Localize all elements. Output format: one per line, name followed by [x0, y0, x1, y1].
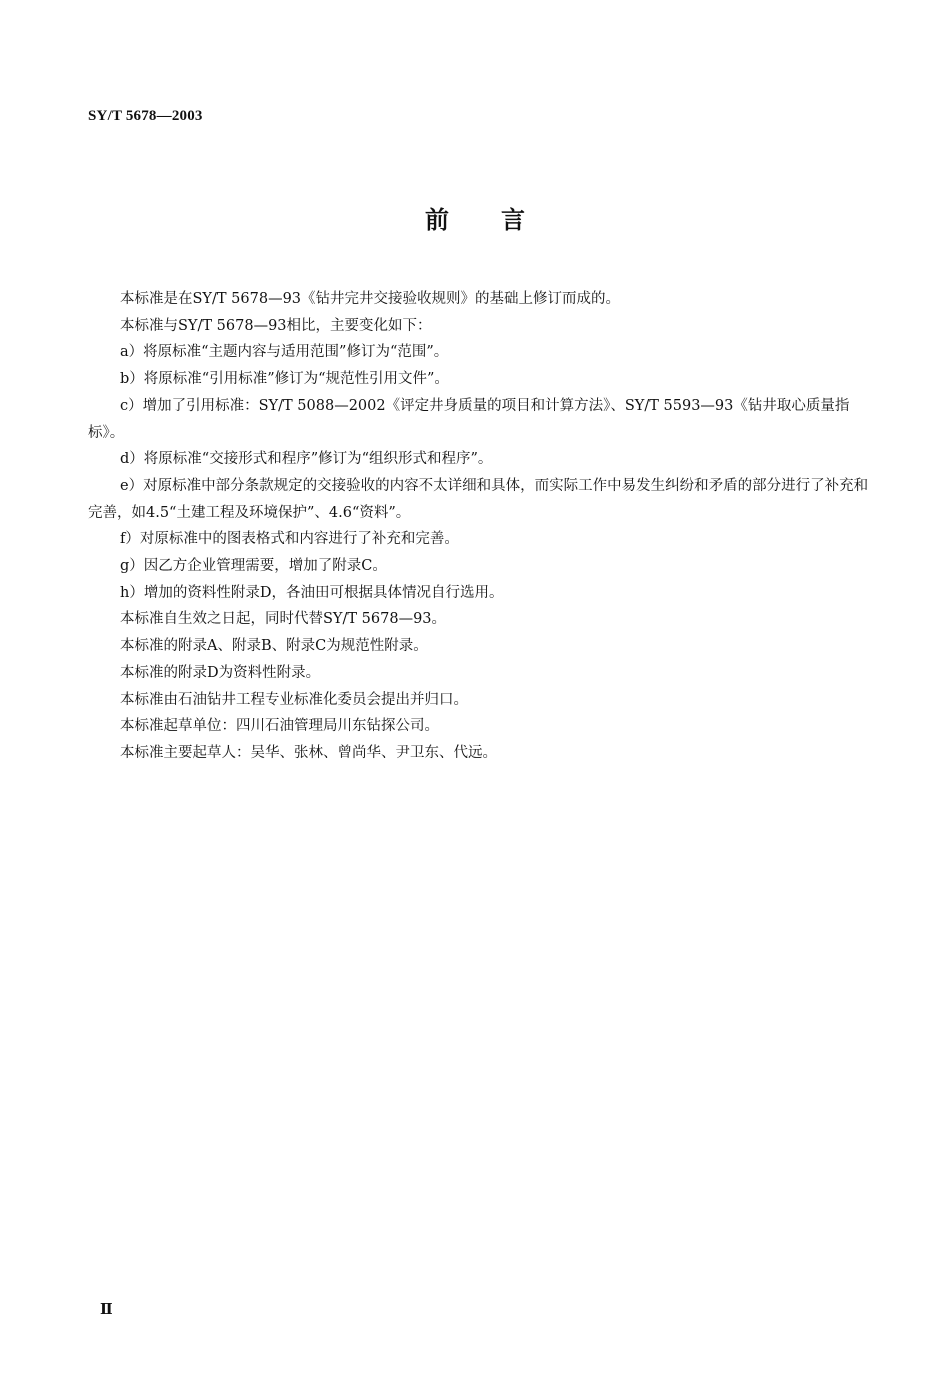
- list-item-g: g）因乙方企业管理需要，增加了附录C。: [120, 558, 387, 575]
- paragraph: 本标准主要起草人：吴华、张林、曾尚华、尹卫东、代远。: [120, 744, 497, 761]
- paragraph: 本标准是在SY/T 5678—93《钻井完井交接验收规则》的基础上修订而成的。: [120, 291, 621, 307]
- list-item-f: f）对原标准中的图表格式和内容进行了补充和完善。: [120, 531, 459, 548]
- paragraph: 本标准的附录A、附录B、附录C为规范性附录。: [120, 638, 428, 655]
- paragraph: 本标准的附录D为资料性附录。: [120, 664, 321, 681]
- page-number: Ⅱ: [100, 1302, 113, 1318]
- standard-code: SY/T 5678—2003: [88, 108, 203, 124]
- list-item-c: c）增加了引用标准：SY/T 5088—2002《评定井身质量的项目和计算方法》、SY/T 5593—93《钻井取心质量指标》。: [88, 397, 850, 441]
- list-item-d: d）将原标准“交接形式和程序”修订为“组织形式和程序”。: [120, 451, 493, 468]
- page-title: 前言: [425, 206, 577, 234]
- list-item-e: e）对原标准中部分条款规定的交接验收的内容不太详细和具体，而实际工作中易发生纠纷和矛盾的部分进行了补充和完善，如4.5“土建工程及环境保护”、4.6“资料”。: [88, 477, 869, 521]
- paragraph: 本标准起草单位：四川石油管理局川东钻探公司。: [120, 718, 439, 735]
- list-item-a: a）将原标准“主题内容与适用范围”修订为“范围”。: [120, 344, 449, 361]
- paragraph: 本标准自生效之日起，同时代替SY/T 5678—93。: [120, 611, 447, 628]
- list-item-h: h）增加的资料性附录D，各油田可根据具体情况自行选用。: [120, 584, 504, 601]
- preface-body: [88, 286, 878, 767]
- paragraph: 本标准由石油钻井工程专业标准化委员会提出并归口。: [120, 691, 468, 708]
- paragraph: 本标准与SY/T 5678—93相比，主要变化如下：: [120, 317, 432, 334]
- list-item-b: b）将原标准“引用标准”修订为“规范性引用文件”。: [120, 371, 449, 388]
